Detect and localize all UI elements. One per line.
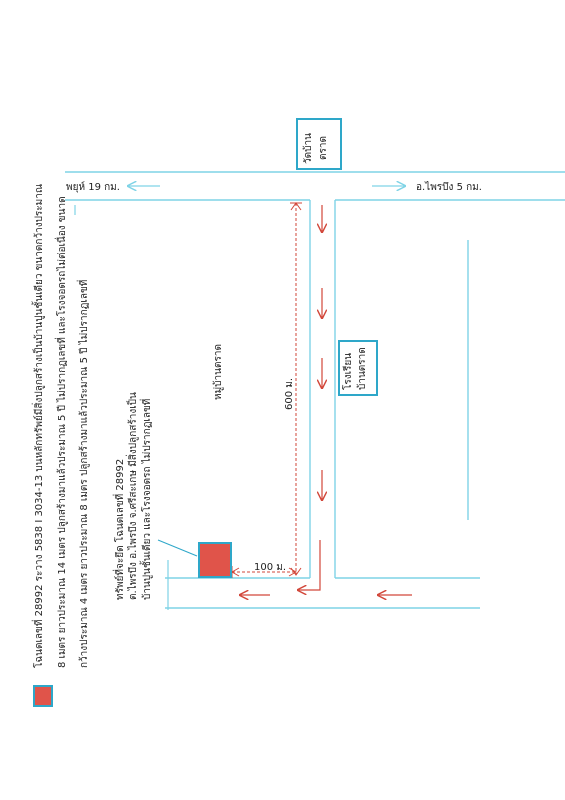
legend-line-1: โฉนดเลขที่ 28992 ระวาง 5838 I 3034-13 บนหลักทรัพย์มีสิ่งปลูกสร้างเป็นบ้านปูนชั้นเดียว ขนาดกว้างประมาณ bbox=[34, 183, 45, 668]
property-note-line-1: ทรัพย์ที่จะยึด โฉนดเลขที่ 28992 bbox=[115, 458, 126, 600]
property-note-line-2: ต.ไพรบึง อ.ไพรบึง จ.ศรีสะเกษ มีสิ่งปลูกสร้างเป็น bbox=[128, 392, 139, 600]
school-label-line-2: บ้านตราด bbox=[357, 347, 368, 390]
route-arrows bbox=[240, 205, 412, 595]
temple-label-line-1: วัดบ้าน bbox=[303, 133, 314, 164]
subject-plot bbox=[198, 542, 232, 578]
distance-100-label: 100 ม. bbox=[254, 562, 287, 573]
plot-pointer-line bbox=[158, 540, 197, 556]
property-note-line-3: บ้านปูนชั้นเดียว และโรงจอดรถ ไม่ปรากฏเลขที่ bbox=[142, 398, 153, 600]
west-road-label: พยุห์ 19 กม. bbox=[66, 182, 120, 193]
school-box bbox=[338, 340, 378, 396]
temple-box bbox=[296, 118, 342, 170]
east-road-label: อ.ไพรบึง 5 กม. bbox=[416, 182, 482, 193]
temple-label-line-2: ตราด bbox=[318, 136, 329, 160]
legend-line-2: 8 เมตร ยาวประมาณ 14 เมตร ปลูกสร้างมาแล้วประมาณ 5 ปี ไม่ปรากฏเลขที่ และโรงจอดรถไม่ต่อเนื่อง ขนาด bbox=[57, 196, 68, 668]
school-label-line-1: โรงเรียน bbox=[343, 352, 354, 390]
distance-600-label: 600 ม. bbox=[284, 377, 295, 410]
village-label: หมู่บ้านตราด bbox=[213, 344, 224, 400]
legend-line-3: กว้างประมาณ 4 เมตร ยาวประมาณ 8 เมตร ปลูกสร้างมาแล้วประมาณ 5 ปี ไม่ปรากฏเลขที่ bbox=[79, 279, 90, 668]
legend-swatch bbox=[33, 685, 53, 707]
